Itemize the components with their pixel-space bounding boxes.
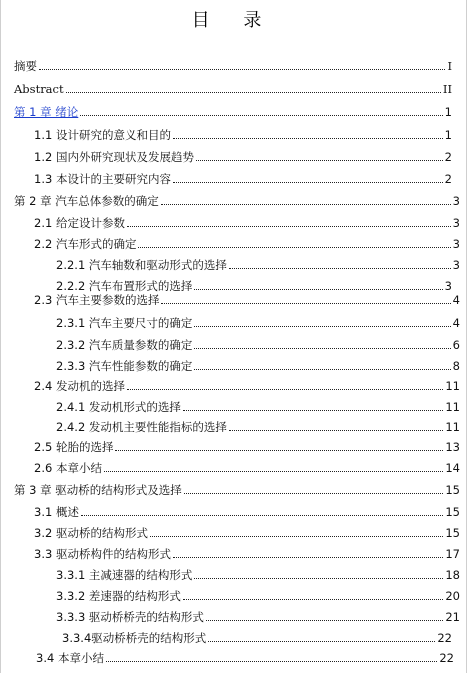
toc-entry-page: 17 [445,547,460,561]
toc-entry-page: 13 [445,440,460,454]
toc-leader-dots [127,226,451,227]
toc-entry-page: 15 [445,505,460,519]
toc-entry-1-1[interactable] [34,122,452,142]
toc-entry-label: 2.4.2 发动机主要性能指标的选择 [56,420,227,434]
toc-entry-page: 1 [444,128,452,142]
toc-entry-2-3-3[interactable] [56,353,460,373]
toc-entry-page: 3 [452,237,460,251]
toc-entry-page: 20 [445,589,460,603]
toc-entry-label: 3.3.2 差速器的结构形式 [56,589,181,603]
toc-leader-dots [161,204,451,205]
toc-entry-3-3[interactable] [34,541,460,561]
toc-entry-page: 2 [444,150,452,164]
toc-entry-page: 21 [445,610,460,624]
toc-title: 目 录 [191,10,276,31]
toc-entry-label: 2.4 发动机的选择 [34,379,125,393]
toc-entry-label: 3.1 概述 [34,505,79,519]
toc-entry-page: 14 [445,461,460,475]
toc-entry-2-3-1[interactable] [56,310,460,330]
toc-entry-label: 3.2 驱动桥的结构形式 [34,526,148,540]
toc-entry-label: 1.1 设计研究的意义和目的 [34,128,171,142]
toc-entry-page: 4 [452,293,460,307]
toc-entry-label: 2.2.1 汽车轴数和驱动形式的选择 [56,258,227,272]
toc-entry-page: 22 [439,651,454,665]
toc-leader-dots [184,493,444,494]
toc-entry-2-6[interactable] [34,455,460,475]
toc-entry-2-2[interactable] [34,231,460,251]
toc-leader-dots [183,410,443,411]
toc-entry-page: II [442,82,452,96]
toc-leader-dots [229,430,443,431]
toc-entry-3-1[interactable] [34,499,460,519]
toc-entry-label: 2.2 汽车形式的确定 [34,237,137,251]
toc-entry-2-4[interactable] [34,373,460,393]
toc-entry-label: 3.3.1 主减速器的结构形式 [56,568,193,582]
toc-entry-chapter-1[interactable] [14,99,452,119]
toc-leader-dots [150,536,443,537]
toc-entry-page: 3 [444,279,452,293]
toc-leader-dots [206,620,443,621]
toc-leader-dots [194,578,443,579]
toc-leader-dots [66,92,441,93]
toc-entry-page: 3 [452,194,460,208]
toc-entry-label: 2.5 轮胎的选择 [34,440,114,454]
toc-leader-dots [39,69,445,70]
toc-entry-label: 摘要 [14,59,37,73]
toc-entry-label: 3.3.4驱动桥桥壳的结构形式 [62,631,207,645]
toc-entry-2-3[interactable] [34,287,460,307]
toc-entry-3-3-4[interactable] [62,625,452,645]
toc-entry-3-3-3[interactable] [56,604,460,624]
toc-entry-label: 第 2 章 汽车总体参数的确定 [14,194,159,208]
toc-entry-2-1[interactable] [34,210,460,230]
toc-entry-3-4[interactable] [36,645,454,665]
toc-leader-dots [173,138,443,139]
toc-leader-dots [229,268,451,269]
toc-entry-label: 1.3 本设计的主要研究内容 [34,172,171,186]
toc-entry-label: 第 3 章 驱动桥的结构形式及选择 [14,483,182,497]
toc-entry-3-3-2[interactable] [56,583,460,603]
toc-entry-label: 2.3.1 汽车主要尺寸的确定 [56,316,193,330]
toc-leader-dots [115,450,443,451]
toc-entry-label: 2.3 汽车主要参数的选择 [34,293,160,307]
toc-leader-dots [208,641,435,642]
toc-entry-abstract-cn[interactable] [14,53,452,73]
toc-leader-dots [194,326,450,327]
toc-entry-label[interactable]: 第 1 章 绪论 [14,105,79,119]
toc-leader-dots [173,557,443,558]
toc-entry-page: 2 [444,172,452,186]
toc-entry-label: 3.4 本章小结 [36,651,104,665]
toc-entry-page: 6 [452,338,460,352]
toc-entry-label: 3.3.3 驱动桥桥壳的结构形式 [56,610,204,624]
toc-leader-dots [104,471,443,472]
toc-entry-page: 15 [445,483,460,497]
toc-entry-page: 4 [452,316,460,330]
toc-entry-1-3[interactable] [34,166,452,186]
toc-leader-dots [194,348,450,349]
toc-entry-label: Abstract [14,82,64,96]
toc-entry-label: 2.3.3 汽车性能参数的确定 [56,359,193,373]
toc-leader-dots [106,661,437,662]
toc-entry-label: 2.1 给定设计参数 [34,216,125,230]
toc-leader-dots [127,389,443,390]
toc-entry-page: 3 [452,216,460,230]
toc-entry-page: 22 [437,631,452,645]
toc-entry-page: 1 [444,105,452,119]
page-border-left [0,0,1,673]
toc-entry-2-4-1[interactable] [56,394,460,414]
toc-entry-label: 2.4.1 发动机形式的选择 [56,400,181,414]
toc-entry-2-4-2[interactable] [56,414,460,434]
toc-leader-dots [80,115,442,116]
toc-entry-3-2[interactable] [34,520,460,540]
toc-entry-abstract-en[interactable] [14,76,452,96]
toc-entry-page: 15 [445,526,460,540]
toc-entry-page: 11 [445,400,460,414]
toc-entry-3-3-1[interactable] [56,562,460,582]
toc-entry-page: 8 [452,359,460,373]
toc-entry-2-3-2[interactable] [56,332,460,352]
toc-leader-dots [81,515,443,516]
toc-entry-page: 11 [445,420,460,434]
toc-leader-dots [183,599,443,600]
toc-entry-label: 1.2 国内外研究现状及发展趋势 [34,150,194,164]
toc-leader-dots [196,160,443,161]
toc-entry-label: 2.2.2 汽车布置形式的选择 [56,279,193,293]
toc-entry-2-2-1[interactable] [56,252,460,272]
toc-entry-page: 3 [452,258,460,272]
toc-entry-2-5[interactable] [34,434,460,454]
toc-leader-dots [138,247,450,248]
toc-entry-1-2[interactable] [34,144,452,164]
toc-entry-label: 2.6 本章小结 [34,461,102,475]
toc-entry-chapter-2[interactable] [14,188,460,208]
toc-entry-label: 2.3.2 汽车质量参数的确定 [56,338,193,352]
toc-leader-dots [161,303,450,304]
toc-leader-dots [194,369,450,370]
toc-entry-page: I [447,59,452,73]
toc-leader-dots [173,182,443,183]
toc-entry-page: 11 [445,379,460,393]
toc-entry-chapter-3[interactable] [14,477,460,497]
toc-entry-page: 18 [445,568,460,582]
toc-entry-label: 3.3 驱动桥构件的结构形式 [34,547,171,561]
